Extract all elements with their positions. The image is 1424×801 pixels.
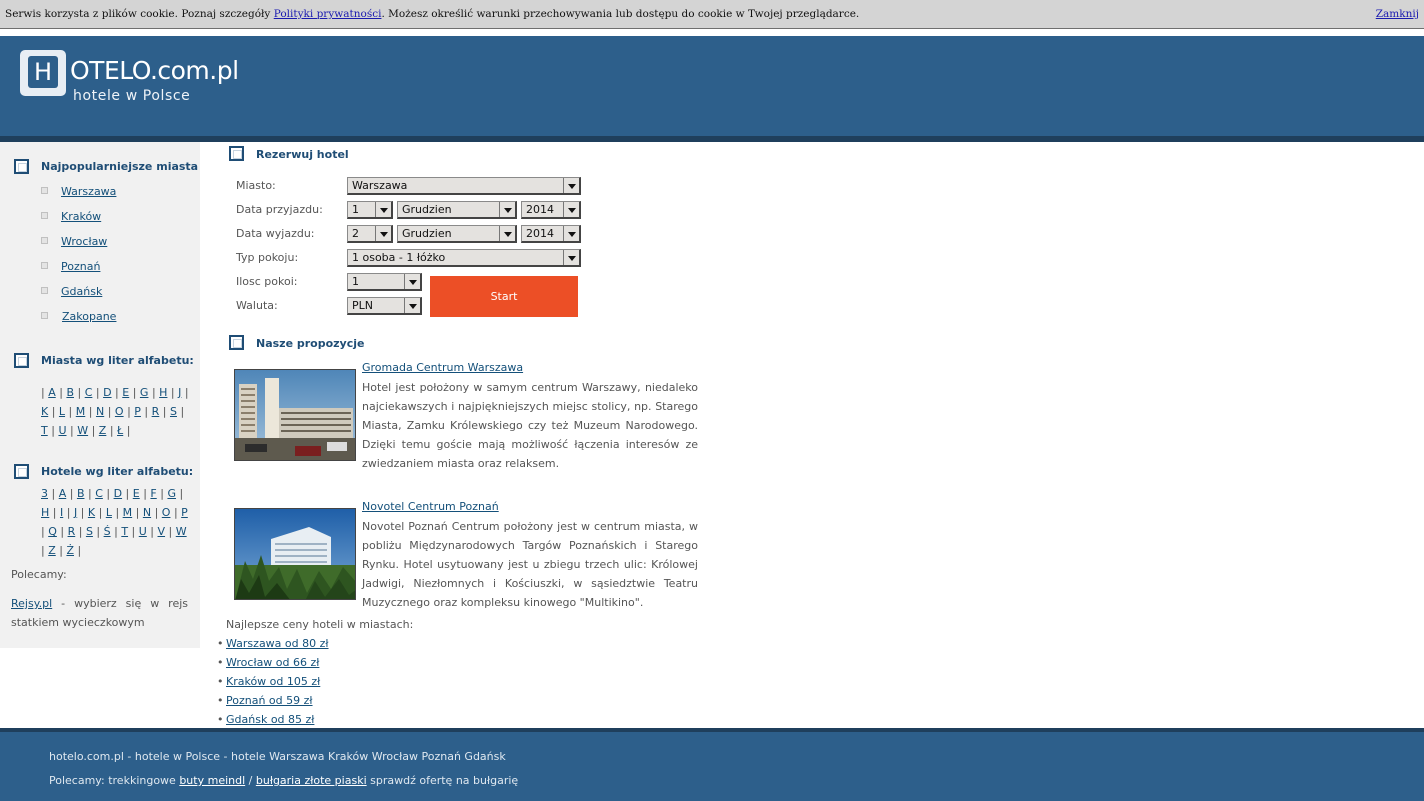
best-price-item xyxy=(217,637,329,650)
letter-separator: | xyxy=(41,544,49,557)
letter-separator: | xyxy=(181,386,189,399)
arrival-day-select[interactable] xyxy=(347,201,393,219)
letter-separator: | xyxy=(128,525,139,538)
letter-separator: | xyxy=(159,405,170,418)
cookie-text-before: Serwis korzysta z plików cookie. Poznaj szczegóły xyxy=(5,8,274,20)
bullet-icon: • xyxy=(217,656,224,669)
sidebar-city-krakow[interactable]: Kraków xyxy=(61,210,102,223)
hotel-letters-letter-link[interactable]: C xyxy=(95,487,103,500)
best-price-item xyxy=(217,675,320,688)
letter-separator: | xyxy=(123,405,135,418)
city-letters-letter-link[interactable]: E xyxy=(122,386,130,399)
sidebar-city-zakopane[interactable]: Zakopane xyxy=(62,310,117,323)
chevron-down-icon xyxy=(404,298,420,314)
letter-separator: | xyxy=(176,405,185,418)
hotel-description-novotel: Novotel Poznań Centrum położony jest w centrum miasta, w pobliżu Międzynarodowych Targów Poznańskich i Starego Rynku. Hotel usytuowany jest u zbiegu trzech ulic: Królowej Jadwigi, Niezłomnych i Kościuszki, w sąsiedztwie Teatru Muzycznego oraz kompleksu kinowego "Multikino". xyxy=(362,520,698,609)
sidebar-city-warszawa[interactable]: Warszawa xyxy=(61,185,117,198)
hotel-letters-letter-link[interactable]: T xyxy=(121,525,129,538)
letter-separator: | xyxy=(92,525,104,538)
city-letters-letter-link[interactable]: O xyxy=(114,405,124,418)
hotel-letters-letter-link[interactable]: V xyxy=(157,525,166,538)
city-letters-letter-link[interactable]: S xyxy=(169,405,177,418)
letter-separator: | xyxy=(146,525,158,538)
hotel-letters-letter-link[interactable]: Ż xyxy=(66,544,74,557)
departure-day-select[interactable] xyxy=(347,225,393,243)
bullet-icon: • xyxy=(217,675,224,688)
chevron-down-icon xyxy=(563,202,579,218)
hotel-letters-letter-link[interactable]: J xyxy=(73,506,78,519)
letter-separator: | xyxy=(73,386,85,399)
recommend-text xyxy=(11,594,188,632)
city-letters-letter-link[interactable]: W xyxy=(77,424,89,437)
letter-separator: | xyxy=(156,487,168,500)
hotel-letters-letter-link[interactable]: B xyxy=(76,487,85,500)
city-letters-letter-link[interactable]: B xyxy=(66,386,74,399)
rejsy-link[interactable]: Rejsy.pl xyxy=(11,597,53,610)
best-price-link-krakow[interactable]: Kraków od 105 zł xyxy=(226,675,321,688)
bullet-icon xyxy=(41,312,48,319)
letter-separator: | xyxy=(55,386,67,399)
city-letters-letter-link[interactable]: U xyxy=(58,424,67,437)
city-letters-letter-link[interactable]: R xyxy=(151,405,160,418)
letter-separator: | xyxy=(111,386,123,399)
hotel-letters-letter-link[interactable]: M xyxy=(122,506,133,519)
site-footer xyxy=(0,728,1424,801)
currency-select[interactable] xyxy=(347,297,422,315)
chevron-down-icon xyxy=(563,250,579,266)
footer-line-2 xyxy=(49,774,518,787)
hotel-letters-letter-link[interactable]: R xyxy=(67,525,76,538)
letter-separator: | xyxy=(85,405,96,418)
bullet-icon xyxy=(41,187,48,194)
letter-separator: | xyxy=(41,386,49,399)
cookie-message xyxy=(5,8,859,20)
letter-separator: | xyxy=(111,506,123,519)
bullet-icon: • xyxy=(217,713,224,726)
departure-month-value: Grudzien xyxy=(402,227,452,240)
bullet-icon xyxy=(41,262,48,269)
best-price-link-poznan[interactable]: Poznań od 59 zł xyxy=(226,694,313,707)
hotel-letters-letter-link[interactable]: A xyxy=(58,487,67,500)
section-square-icon xyxy=(14,159,29,174)
hotel-photo-novotel[interactable] xyxy=(234,508,356,600)
letter-separator: | xyxy=(165,525,176,538)
letter-separator: | xyxy=(175,487,184,500)
hotel-photo-gromada[interactable] xyxy=(234,369,356,461)
letter-separator: | xyxy=(140,405,152,418)
footer-suffix: sprawdź ofertę na bułgarię xyxy=(366,774,519,787)
letter-separator: | xyxy=(104,405,115,418)
letter-separator: | xyxy=(123,424,131,437)
footer-separator: / xyxy=(245,774,256,787)
cookie-bar xyxy=(0,0,1424,29)
header-divider xyxy=(0,136,1424,142)
bullet-icon xyxy=(41,237,48,244)
letter-separator: | xyxy=(48,487,59,500)
letter-separator: | xyxy=(55,544,67,557)
hotel-letters-letter-link[interactable]: W xyxy=(175,525,187,538)
arrival-year-select[interactable] xyxy=(521,201,581,219)
rooms-label: Ilosc pokoi: xyxy=(236,275,298,288)
letter-separator: | xyxy=(132,506,143,519)
letter-separator: | xyxy=(66,424,78,437)
city-letters-letter-link[interactable]: H xyxy=(159,386,168,399)
city-letters-letter-link[interactable]: A xyxy=(48,386,56,399)
bullet-icon xyxy=(41,287,48,294)
best-price-link-warszawa[interactable]: Warszawa od 80 zł xyxy=(226,637,329,650)
city-letters-letter-link[interactable]: D xyxy=(103,386,112,399)
letter-separator: | xyxy=(170,506,182,519)
hotel-letters-letter-link[interactable]: G xyxy=(167,487,176,500)
cities-letter-index xyxy=(41,383,191,440)
letter-separator: | xyxy=(74,544,82,557)
city-select[interactable] xyxy=(347,177,581,195)
departure-day-value: 2 xyxy=(352,227,359,240)
bullet-icon: • xyxy=(217,637,224,650)
hotel-letters-letter-link[interactable]: I xyxy=(59,506,64,519)
privacy-policy-link[interactable]: Polityki prywatności xyxy=(273,8,382,20)
hotel-letters-letter-link[interactable]: O xyxy=(161,506,171,519)
sidebar-city-poznan[interactable]: Poznań xyxy=(61,260,101,273)
site-header xyxy=(0,36,1424,136)
section-square-icon xyxy=(229,146,244,161)
letter-separator: | xyxy=(65,405,76,418)
chevron-down-icon xyxy=(499,202,515,218)
hotels-letter-index xyxy=(41,484,191,560)
chevron-down-icon xyxy=(375,226,391,242)
hotel-letters-letter-link[interactable]: F xyxy=(150,487,157,500)
city-letters-letter-link[interactable]: P xyxy=(134,405,141,418)
start-button[interactable]: Start xyxy=(430,276,578,317)
arrival-month-value: Grudzien xyxy=(402,203,452,216)
hotel-letters-letter-link[interactable]: D xyxy=(113,487,123,500)
letter-separator: | xyxy=(151,506,162,519)
letter-separator: | xyxy=(95,506,106,519)
letter-separator: | xyxy=(110,525,122,538)
letter-separator: | xyxy=(77,506,88,519)
hotel-link-gromada[interactable]: Gromada Centrum Warszawa xyxy=(362,361,524,374)
city-letters-letter-link[interactable]: G xyxy=(139,386,149,399)
logo-letter: H xyxy=(28,56,58,88)
footer-link-meindl[interactable]: buty meindl xyxy=(179,774,246,787)
city-letters-letter-link[interactable]: C xyxy=(84,386,93,399)
footer-line-1: hotelo.com.pl - hotele w Polsce - hotele Warszawa Kraków Wrocław Poznań Gdańsk xyxy=(49,750,506,763)
sidebar-city-gdansk[interactable]: Gdańsk xyxy=(61,285,103,298)
hotel-letters-letter-link[interactable]: L xyxy=(105,506,112,519)
hotel-description-gromada: Hotel jest położony w samym centrum Warszawy, niedaleko najciekawszych i najpiękniejszych miejsc stolicy, np. Starego Miasta, Zamku Królewskiego czy też Muzeum Narodowego. Dzięki temu goście mają możliwość łączenia interesów ze zwiedzaniem miasta oraz relaksem. xyxy=(362,381,698,470)
hotel-link-novotel[interactable]: Novotel Centrum Poznań xyxy=(362,500,499,513)
hotel-letters-letter-link[interactable]: E xyxy=(132,487,140,500)
letter-separator: | xyxy=(102,487,114,500)
chevron-down-icon xyxy=(499,226,515,242)
best-price-item xyxy=(217,713,314,726)
proposals-title: Nasze propozycje xyxy=(256,337,365,350)
room-type-label: Typ pokoju: xyxy=(236,251,299,264)
hotel-photo-gromada-image xyxy=(235,370,356,461)
rooms-select[interactable] xyxy=(347,273,422,291)
city-letters-letter-link[interactable]: L xyxy=(58,405,66,418)
arrival-day-value: 1 xyxy=(352,203,359,216)
bullet-icon xyxy=(41,212,48,219)
cities-alphabet-heading: Miasta wg liter alfabetu: xyxy=(41,354,194,367)
best-price-link-gdansk[interactable]: Gdańsk od 85 zł xyxy=(226,713,315,726)
hotels-alphabet-heading: Hotele wg liter alfabetu: xyxy=(41,465,194,478)
letter-separator: | xyxy=(148,386,160,399)
cookie-close-link[interactable]: Zamknij xyxy=(1375,8,1419,20)
city-letters-letter-link[interactable]: N xyxy=(95,405,105,418)
hotel-photo-novotel-image xyxy=(235,509,356,600)
room-type-select[interactable] xyxy=(347,249,581,267)
chevron-down-icon xyxy=(375,202,391,218)
logo-tagline: hotele w Polsce xyxy=(73,88,191,104)
arrival-month-select[interactable] xyxy=(397,201,517,219)
rooms-value: 1 xyxy=(352,275,359,288)
letter-separator: | xyxy=(63,506,74,519)
section-square-icon xyxy=(229,335,244,350)
recommend-label: Polecamy: xyxy=(11,568,67,581)
logo-icon[interactable] xyxy=(20,50,66,96)
chevron-down-icon xyxy=(563,226,579,242)
city-select-value: Warszawa xyxy=(352,179,408,192)
hotel-letters-letter-link[interactable]: H xyxy=(41,506,50,519)
city-letters-letter-link[interactable]: Z xyxy=(98,424,107,437)
hotel-letters-letter-link[interactable]: K xyxy=(87,506,96,519)
hotel-letters-letter-link[interactable]: S xyxy=(85,525,93,538)
letter-separator: | xyxy=(122,487,133,500)
hotel-letters-letter-link[interactable]: 3 xyxy=(41,487,48,500)
footer-prefix: Polecamy: trekkingowe xyxy=(49,774,180,787)
booking-title: Rezerwuj hotel xyxy=(256,148,349,161)
letter-separator: | xyxy=(139,487,151,500)
section-square-icon xyxy=(14,353,29,368)
room-type-value: 1 osoba - 1 łóżko xyxy=(352,251,446,264)
letter-separator: | xyxy=(49,506,60,519)
sidebar-city-wroclaw[interactable]: Wrocław xyxy=(61,235,108,248)
arrival-label: Data przyjazdu: xyxy=(236,203,323,216)
cookie-text-after: . Możesz określić warunki przechowywania lub dostępu do cookie w Twojej przeglądarce. xyxy=(381,8,860,20)
hotel-letters-letter-link[interactable]: Ś xyxy=(103,525,111,538)
city-letters-letter-link[interactable]: K xyxy=(41,405,49,418)
letter-separator: | xyxy=(129,386,140,399)
arrival-year-value: 2014 xyxy=(526,203,554,216)
city-letters-letter-link[interactable]: M xyxy=(75,405,86,418)
city-letters-letter-link[interactable]: J xyxy=(178,386,182,399)
best-price-item xyxy=(217,656,319,669)
logo-name[interactable]: OTELO.com.pl xyxy=(70,56,239,85)
letter-separator: | xyxy=(47,424,59,437)
city-label: Miasto: xyxy=(236,179,276,192)
letter-separator: | xyxy=(167,386,179,399)
letter-separator: | xyxy=(88,424,99,437)
letter-separator: | xyxy=(56,525,68,538)
footer-link-bulgaria[interactable]: bułgaria złote piaski xyxy=(255,774,367,787)
best-price-link-wroclaw[interactable]: Wrocław od 66 zł xyxy=(226,656,320,669)
city-letters-letter-link[interactable]: T xyxy=(41,424,48,437)
departure-label: Data wyjazdu: xyxy=(236,227,315,240)
letter-separator: | xyxy=(106,424,118,437)
departure-year-select[interactable] xyxy=(521,225,581,243)
departure-year-value: 2014 xyxy=(526,227,554,240)
recommend-description: - wybierz się w rejs statkiem wycieczkowym xyxy=(11,597,188,629)
sidebar xyxy=(0,142,200,648)
currency-value: PLN xyxy=(352,299,373,312)
letter-separator: | xyxy=(92,386,104,399)
city-letters-letter-link[interactable]: Ł xyxy=(117,424,124,437)
letter-separator: | xyxy=(84,487,96,500)
best-price-item xyxy=(217,694,313,707)
chevron-down-icon xyxy=(563,178,579,194)
hotel-letters-letter-link[interactable]: Z xyxy=(48,544,56,557)
popular-cities-heading: Najpopularniejsze miasta xyxy=(41,160,199,173)
letter-separator: | xyxy=(48,405,59,418)
hotel-letters-letter-link[interactable]: P xyxy=(181,506,188,519)
letter-separator: | xyxy=(75,525,86,538)
chevron-down-icon xyxy=(404,274,420,290)
currency-label: Waluta: xyxy=(236,299,278,312)
letter-separator: | xyxy=(66,487,77,500)
hotel-letters-letter-link[interactable]: N xyxy=(142,506,152,519)
hotel-letters-letter-link[interactable]: U xyxy=(138,525,147,538)
departure-month-select[interactable] xyxy=(397,225,517,243)
bullet-icon: • xyxy=(217,694,224,707)
letter-separator: | xyxy=(41,525,49,538)
best-prices-label: Najlepsze ceny hoteli w miastach: xyxy=(226,618,414,631)
hotel-letters-letter-link[interactable]: Q xyxy=(48,525,57,538)
section-square-icon xyxy=(14,464,29,479)
